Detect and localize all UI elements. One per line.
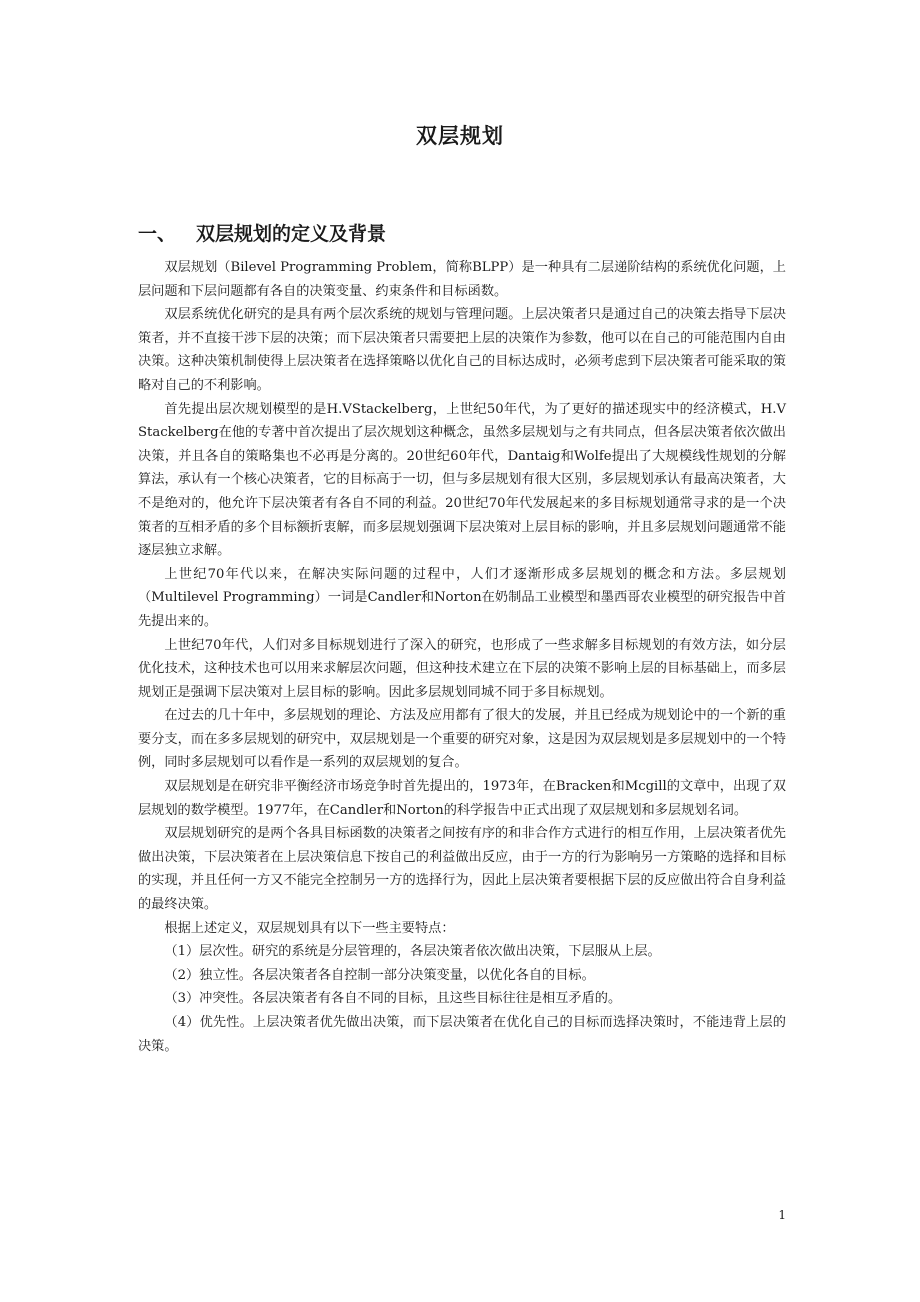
list-item: （2）独立性。各层决策者各自控制一部分决策变量，以优化各自的目标。 — [164, 967, 595, 983]
list-item: （4）优先性。上层决策者优先做出决策，而下层决策者在优化自己的目标而选择决策时，不能违背上层的决策。 — [138, 1015, 786, 1054]
paragraph: 双层系统优化研究的是具有两个层次系统的规划与管理问题。上层决策者只是通过自己的决策去指导下层决策者，并不直接干涉下层的决策；而下层决策者只需要把上层的决策作为参数，他可以在自己的可能范围内自由决策。这种决策机制使得上层决策者在选择策略以优化自己的目标达成时，必须考虑到下层决策者可能采取的策略对自己的不利影响。 — [138, 307, 786, 393]
paragraph: 双层规划是在研究非平衡经济市场竞争时首先提出的，1973年，在Bracken和Mcgill的文章中，出现了双层规划的数学模型。1977年，在Candler和Norton的科学报告中正式出现了双层规划和多层规划名词。 — [138, 779, 786, 818]
list-item: （3）冲突性。各层决策者有各自不同的目标，且这些目标往往是相互矛盾的。 — [164, 991, 622, 1007]
document-body — [138, 256, 786, 1058]
paragraph: 首先提出层次规划模型的是H.VStackelberg，上世纪50年代，为了更好的描述现实中的经济模式，H.V Stackelberg在他的专著中首次提出了层次规划这种概念，虽然多层规划与之有共同点，但各层决策者依次做出决策，并且各自的策略集也不必再是分离的。20世纪60年代，Dantaig和Wolfe提出了大规模线性规划的分解算法，承认有一个核心决策者，它的目标高于一切，但与多层规划有很大区别，多层规划承认有最高决策者，大不是绝对的，他允许下层决策者有各自不同的利益。20世纪70年代发展起来的多目标规划通常寻求的是一个决策者的互相矛盾的多个目标额折衷解，而多层规划强调下层决策对上层目标的影响，并且多层规划问题通常不能逐层独立求解。 — [138, 401, 786, 559]
paragraph: 根据上述定义，双层规划具有以下一些主要特点： — [164, 920, 455, 936]
document-title: 双层规划 — [416, 124, 504, 148]
paragraph: 双层规划研究的是两个各具目标函数的决策者之间按有序的和非合作方式进行的相互作用，上层决策者优先做出决策，下层决策者在上层决策信息下按自己的利益做出反应，由于一方的行为影响另一方策略的选择和目标的实现，并且任何一方又不能完全控制另一方的选择行为，因此上层决策者要根据下层的反应做出符合自身利益的最终决策。 — [138, 826, 786, 913]
paragraph: 上世纪70年代以来，在解决实际问题的过程中，人们才逐渐形成多层规划的概念和方法。多层规划（Multilevel Programming）一词是Candler和Norton在奶制品工业模型和墨西哥农业模型的研究报告中首先提出来的。 — [138, 566, 786, 629]
list-item: （1）层次性。研究的系统是分层管理的，各层决策者依次做出决策，下层服从上层。 — [164, 944, 661, 960]
section-number: 一、 — [138, 223, 177, 245]
page-number: 1 — [778, 1208, 786, 1222]
paragraph: 在过去的几十年中，多层规划的理论、方法及应用都有了很大的发展，并且已经成为规划论中的一个新的重要分支，而在多多层规划的研究中，双层规划是一个重要的研究对象，这是因为双层规划是多层规划中的一个特例，同时多层规划可以看作是一系列的双层规划的复合。 — [138, 708, 786, 771]
section-heading — [138, 219, 386, 246]
paragraph: 双层规划（Bilevel Programming Problem，简称BLPP）是一种具有二层递阶结构的系统优化问题，上层问题和下层问题都有各自的决策变量、约束条件和目标函数。 — [138, 260, 786, 299]
section-title: 双层规划的定义及背景 — [196, 223, 387, 245]
paragraph: 上世纪70年代，人们对多目标规划进行了深入的研究，也形成了一些求解多目标规划的有效方法，如分层优化技术，这种技术也可以用来求解层次问题，但这种技术建立在下层的决策不影响上层的目标基础上，而多层规划正是强调下层决策对上层目标的影响。因此多层规划同城不同于多目标规划。 — [138, 637, 786, 700]
